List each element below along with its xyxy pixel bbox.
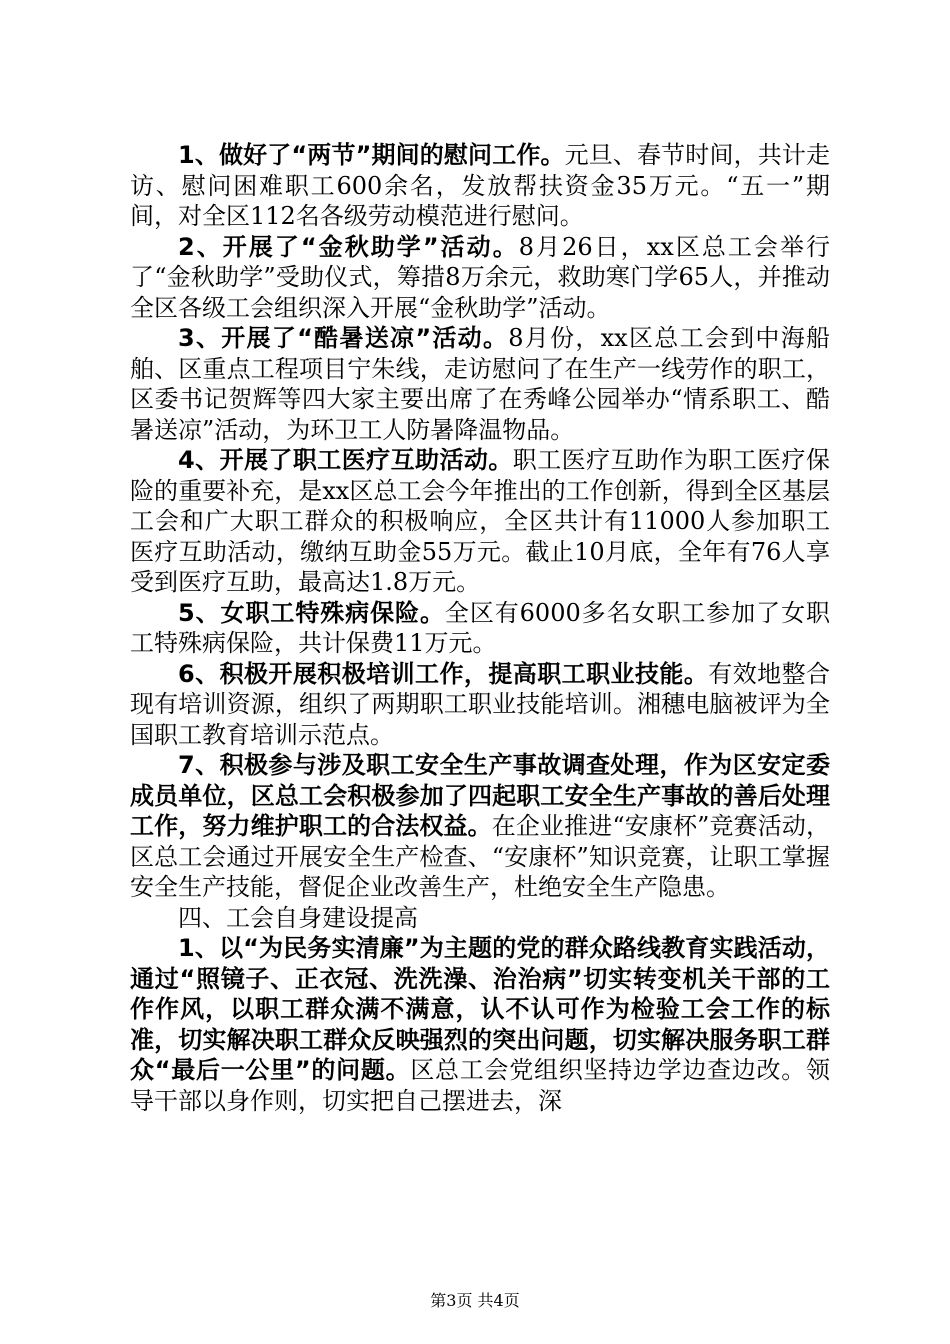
paragraph-2 <box>130 232 830 324</box>
paragraph-4-lead: 4、开展了职工医疗互助活动。 <box>178 446 513 474</box>
paragraph-6-lead: 6、积极开展积极培训工作，提高职工职业技能。 <box>178 659 709 688</box>
paragraph-8-text: 区总工会党组织坚持边学边查边改。领导干部以身作则，切实把自己摆进去，深 <box>130 1056 830 1115</box>
paragraph-1-lead: 1、做好了“两节”期间的慰问工作。 <box>178 141 565 169</box>
paragraph-6-text: 有效地整合现有培训资源，组织了两期职工职业技能培训。湘穗电脑被评为全国职工教育培训示范点。 <box>130 659 831 749</box>
paragraph-4-text: 职工医疗互助作为职工医疗保险的重要补充，是xx区总工会今年推出的工作创新，得到全区基层工会和广大职工群众的积极响应，全区共计有11000人参加职工医疗互助活动，缴纳互助金55万元。截止10月底，全年有76人享受到医疗互助，最高达1.8万元。 <box>130 446 830 596</box>
paragraph-5-lead: 5、女职工特殊病保险。 <box>178 598 445 627</box>
paragraph-5 <box>130 598 830 659</box>
paragraph-2-text: 8月26日，xx区总工会举行了“金秋助学”受助仪式，筹措8万余元，救助寒门学65人，并推动全区各级工会组织深入开展“金秋助学”活动。 <box>130 232 830 322</box>
section-heading <box>130 903 830 934</box>
paragraph-8-lead: 1、以“为民务实清廉”为主题的党的群众路线教育实践活动，通过“照镜子、正衣冠、洗洗澡、治治病”切实转变机关干部的工作作风，以职工群众满不满意，认不认可作为检验工会工作的标准，切实解决职工群众反映强烈的突出问题，切实解决服务职工群众“最后一公里”的问题。 <box>130 934 830 1084</box>
paragraph-1-text: 元旦、春节时间，共计走访、慰问困难职工600余名，发放帮扶资金35万元。“五一”期间，对全区112名各级劳动模范进行慰问。 <box>130 141 830 230</box>
paragraph-7-text: 在企业推进“安康杯”竞赛活动，区总工会通过开展安全生产检查、“安康杯”知识竞赛，让职工掌握安全生产技能，督促企业改善生产，杜绝安全生产隐患。 <box>130 812 831 901</box>
document-body <box>130 140 830 1116</box>
paragraph-3 <box>130 323 830 445</box>
section-heading-text: 四、工会自身建设提高 <box>178 903 418 932</box>
paragraph-3-lead: 3、开展了“酷暑送凉”活动。 <box>178 324 509 352</box>
paragraph-1 <box>130 140 830 232</box>
page-number-label: 第3页 共4页 <box>430 1291 520 1310</box>
paragraph-7-lead: 7、积极参与涉及职工安全生产事故调查处理，作为区安定委成员单位，区总工会积极参加了四起职工安全生产事故的善后处理工作，努力维护职工的合法权益。 <box>130 751 830 840</box>
paragraph-8 <box>130 933 830 1116</box>
paragraph-3-text: 8月份，xx区总工会到中海船舶、区重点工程项目宁朱线，走访慰问了在生产一线劳作的职工，区委书记贺辉等四大家主要出席了在秀峰公园举办“情系职工、酷暑送凉”活动，为环卫工人防暑降温物品。 <box>130 324 830 444</box>
paragraph-2-lead: 2、开展了“金秋助学”活动。 <box>178 232 519 261</box>
paragraph-5-text: 全区有6000多名女职工参加了女职工特殊病保险，共计保费11万元。 <box>130 598 831 657</box>
paragraph-7 <box>130 750 830 903</box>
paragraph-4 <box>130 445 830 598</box>
page-footer <box>0 1288 950 1311</box>
paragraph-6 <box>130 659 830 751</box>
